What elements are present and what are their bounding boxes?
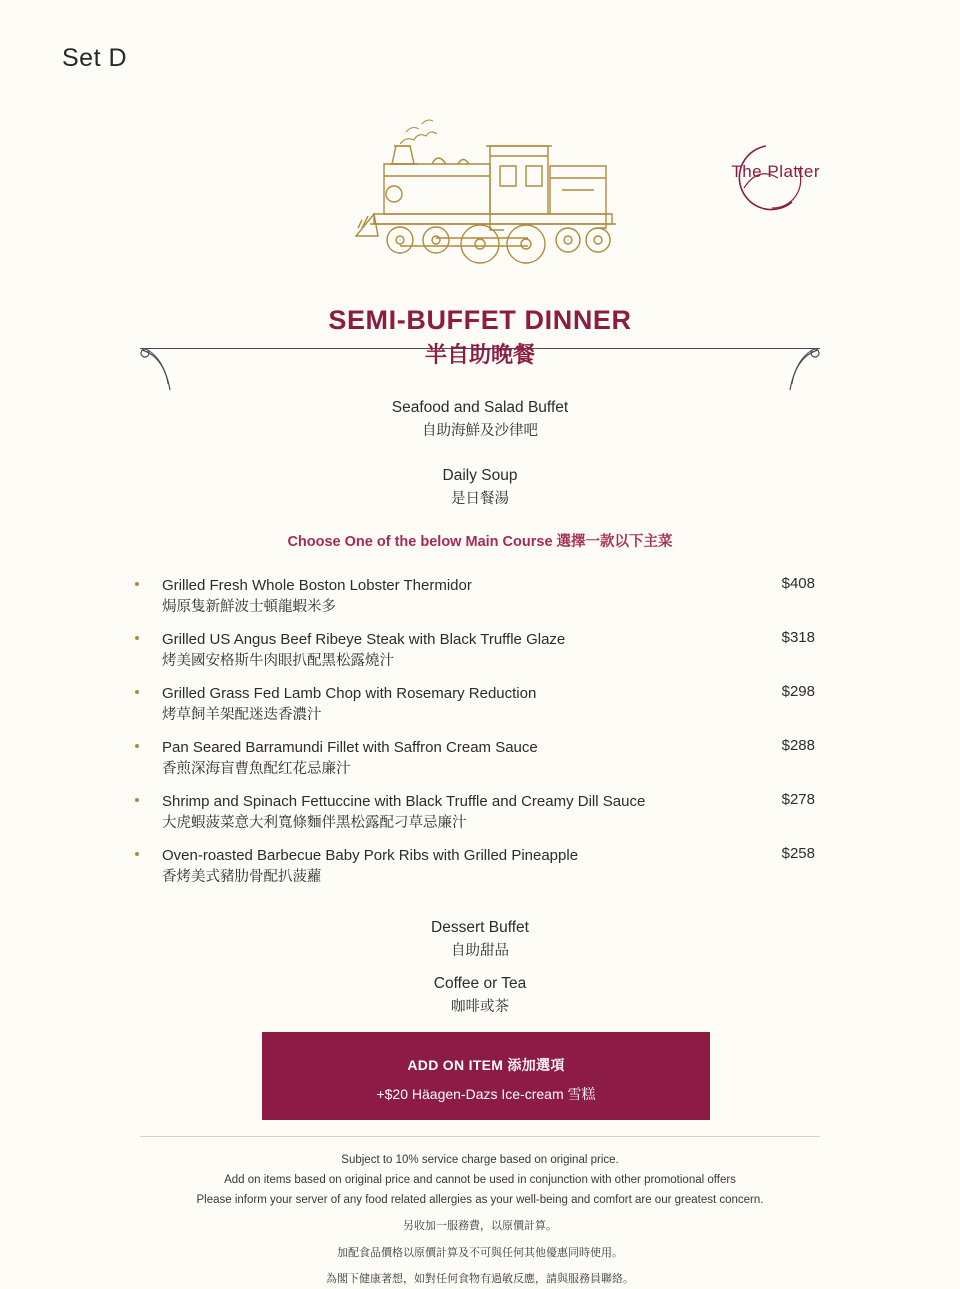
menu-item-price: $278 [781, 791, 815, 808]
menu-item-price: $288 [781, 737, 815, 754]
course-soup-zh: 是日餐湯 [451, 491, 509, 508]
bullet-icon [135, 690, 139, 694]
course-drink-zh: 咖啡或茶 [451, 999, 509, 1016]
menu-item-name-en: Pan Seared Barramundi Fillet with Saffron Cream Sauce [162, 739, 538, 756]
course-soup-en: Daily Soup [442, 467, 518, 484]
course-buffet-zh: 自助海鮮及沙律吧 [422, 423, 538, 440]
menu-item-name-zh: 烤草飼羊架配迷迭香濃汁 [162, 706, 322, 723]
menu-item-name-zh: 香煎深海盲曹魚配红花忌廉汁 [162, 760, 351, 777]
main-course-list [135, 575, 825, 899]
header-artwork [0, 100, 960, 300]
course-soup [0, 464, 960, 511]
list-item[interactable] [135, 575, 825, 629]
course-drink [0, 972, 960, 1019]
set-label: Set D [62, 44, 128, 72]
choose-main-course-note [0, 530, 960, 551]
menu-item-price: $258 [781, 845, 815, 862]
steam-train-illustration [340, 110, 630, 290]
footer-divider [140, 1136, 820, 1137]
footer-note-en-2: Add on items based on original price and cannot be used in conjunction with other promotional offers [224, 1174, 736, 1187]
menu-item-price: $318 [781, 629, 815, 646]
course-dessert [0, 916, 960, 963]
bullet-icon [135, 852, 139, 856]
menu-item-price: $298 [781, 683, 815, 700]
page-title-zh: 半自助晚餐 [424, 342, 535, 367]
list-item[interactable] [135, 629, 825, 683]
course-drink-en: Coffee or Tea [433, 975, 527, 992]
footer-note-en-3: Please inform your server of any food related allergies as your well-being and comfort are our greatest concern. [196, 1194, 764, 1207]
course-dessert-en: Dessert Buffet [431, 919, 529, 936]
bullet-icon [135, 582, 139, 586]
list-item[interactable] [135, 845, 825, 899]
footer-note-zh-2: 加配食品價格以原價計算及不可與任何其他優惠同時使用。 [337, 1246, 623, 1259]
menu-item-name-zh: 大虎蝦菠菜意大利寬條麵伴黑松露配刁草忌廉汁 [162, 814, 467, 831]
menu-item-price: $408 [781, 575, 815, 592]
bullet-icon [135, 744, 139, 748]
menu-item-name-en: Oven-roasted Barbecue Baby Pork Ribs with Grilled Pineapple [162, 847, 579, 864]
list-item[interactable] [135, 683, 825, 737]
course-buffet-en: Seafood and Salad Buffet [391, 399, 569, 416]
menu-item-name-en: Shrimp and Spinach Fettuccine with Black Truffle and Creamy Dill Sauce [162, 793, 646, 810]
bullet-icon [135, 798, 139, 802]
course-dessert-zh: 自助甜品 [451, 943, 509, 960]
bullet-icon [135, 636, 139, 640]
page-title: SEMI-BUFFET DINNER [328, 305, 632, 335]
list-item[interactable] [135, 737, 825, 791]
footer-note-en-1: Subject to 10% service charge based on original price. [341, 1154, 619, 1166]
choose-note-en: Choose One of the below Main Course [287, 534, 553, 550]
menu-item-name-zh: 烤美國安格斯牛肉眼扒配黑松露燒汁 [162, 652, 394, 669]
footer-note-zh-1: 另收加一服務費，以原價計算。 [403, 1220, 557, 1233]
course-buffet [0, 396, 960, 443]
footer-note-zh-3: 為閣下健康著想，如對任何食物有過敏反應，請與服務員聯絡。 [326, 1273, 634, 1286]
menu-item-name-en: Grilled US Angus Beef Ribeye Steak with Black Truffle Glaze [162, 631, 566, 648]
add-on-banner[interactable] [262, 1032, 710, 1120]
add-on-detail: +$20 Häagen-Dazs Ice-cream 雪糕 [376, 1086, 596, 1102]
add-on-title: ADD ON ITEM 添加選項 [407, 1057, 565, 1073]
menu-item-name-zh: 焗原隻新鮮波士頓龍蝦米多 [162, 598, 336, 615]
list-item[interactable] [135, 791, 825, 845]
menu-item-name-en: Grilled Grass Fed Lamb Chop with Rosemary Reduction [162, 685, 537, 702]
menu-item-name-en: Grilled Fresh Whole Boston Lobster Thermidor [162, 577, 472, 594]
menu-item-name-zh: 香烤美式豬肋骨配扒菠蘿 [162, 868, 322, 885]
footer-notes [0, 1150, 960, 1289]
brand-name: The Platter [731, 162, 820, 181]
choose-note-zh: 選擇一款以下主菜 [556, 534, 673, 550]
